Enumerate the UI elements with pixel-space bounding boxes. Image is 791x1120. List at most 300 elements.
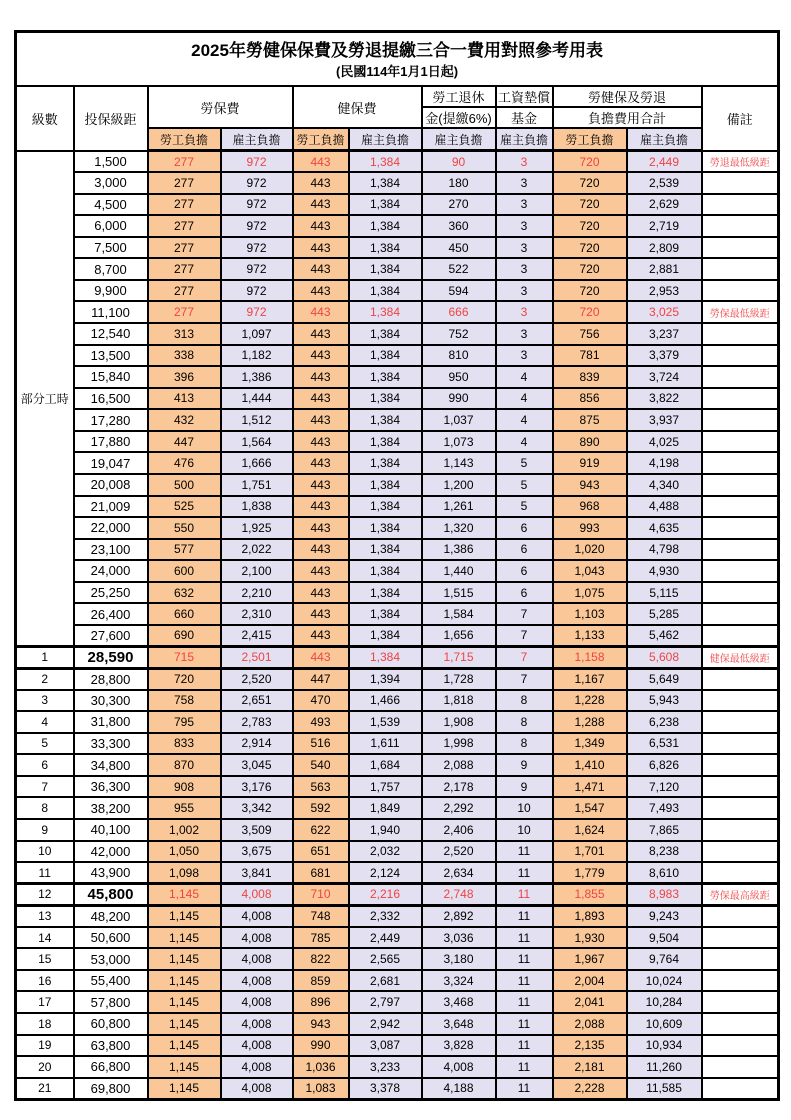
- remark-cell: [702, 496, 779, 518]
- level-cell: 18: [16, 1013, 74, 1035]
- value-cell: 1,145: [148, 970, 221, 992]
- value-cell: 1,098: [148, 862, 221, 884]
- value-cell: 500: [148, 474, 221, 496]
- value-cell: 1,384: [349, 409, 422, 431]
- level-cell: 13: [16, 905, 74, 927]
- value-cell: 943: [553, 474, 627, 496]
- remark-cell: 健保最低級距: [702, 646, 779, 668]
- value-cell: 1,320: [422, 517, 496, 539]
- value-cell: 720: [553, 280, 627, 302]
- subheader-total-employer: 雇主負擔: [627, 128, 702, 151]
- table-row: [16, 862, 779, 884]
- value-cell: 1,440: [422, 560, 496, 582]
- value-cell: 1,384: [349, 194, 422, 216]
- value-cell: 2,520: [422, 841, 496, 863]
- value-cell: 666: [422, 301, 496, 323]
- remark-cell: [702, 776, 779, 798]
- level-cell: 12: [16, 884, 74, 906]
- table-row: [16, 539, 779, 561]
- value-cell: 3,233: [349, 1056, 422, 1078]
- bracket-cell: 57,800: [74, 991, 148, 1013]
- value-cell: 1,715: [422, 646, 496, 668]
- col-header-labor-insurance: 勞保費: [148, 86, 293, 128]
- value-cell: 622: [293, 819, 349, 841]
- value-cell: 11: [496, 991, 553, 1013]
- value-cell: 2,501: [221, 646, 293, 668]
- remark-cell: [702, 991, 779, 1013]
- remark-cell: [702, 280, 779, 302]
- level-cell: 11: [16, 862, 74, 884]
- value-cell: 1,145: [148, 1035, 221, 1057]
- level-cell: 20: [16, 1056, 74, 1078]
- value-cell: 748: [293, 905, 349, 927]
- bracket-cell: 60,800: [74, 1013, 148, 1035]
- value-cell: 1,751: [221, 474, 293, 496]
- value-cell: 443: [293, 517, 349, 539]
- value-cell: 11: [496, 927, 553, 949]
- value-cell: 972: [221, 194, 293, 216]
- value-cell: 1,656: [422, 625, 496, 647]
- table-row: [16, 1035, 779, 1057]
- remark-cell: [702, 819, 779, 841]
- value-cell: 4,188: [422, 1078, 496, 1100]
- value-cell: 3,509: [221, 819, 293, 841]
- value-cell: 720: [553, 172, 627, 194]
- value-cell: 2,783: [221, 711, 293, 733]
- level-cell: 2: [16, 668, 74, 690]
- value-cell: 1,384: [349, 345, 422, 367]
- value-cell: 839: [553, 366, 627, 388]
- level-cell: 17: [16, 991, 74, 1013]
- subheader-health-employer: 雇主負擔: [349, 128, 422, 151]
- value-cell: 1,728: [422, 668, 496, 690]
- value-cell: 338: [148, 345, 221, 367]
- value-cell: 1,384: [349, 517, 422, 539]
- value-cell: 1,103: [553, 603, 627, 625]
- value-cell: 785: [293, 927, 349, 949]
- table-row: [16, 841, 779, 863]
- table-row: [16, 970, 779, 992]
- value-cell: 11: [496, 884, 553, 906]
- value-cell: 11: [496, 1035, 553, 1057]
- value-cell: 1,384: [349, 625, 422, 647]
- value-cell: 1,384: [349, 172, 422, 194]
- table-row: [16, 172, 779, 194]
- value-cell: 5: [496, 496, 553, 518]
- table-row: [16, 1078, 779, 1100]
- value-cell: 2,520: [221, 668, 293, 690]
- value-cell: 1,893: [553, 905, 627, 927]
- bracket-cell: 31,800: [74, 711, 148, 733]
- table-row: [16, 452, 779, 474]
- bracket-cell: 34,800: [74, 754, 148, 776]
- value-cell: 7: [496, 668, 553, 690]
- value-cell: 11,260: [627, 1056, 702, 1078]
- bracket-cell: 63,800: [74, 1035, 148, 1057]
- table-row: [16, 711, 779, 733]
- value-cell: 972: [221, 172, 293, 194]
- level-cell: 7: [16, 776, 74, 798]
- value-cell: 396: [148, 366, 221, 388]
- table-row: [16, 151, 779, 173]
- value-cell: 2,809: [627, 237, 702, 259]
- value-cell: 8: [496, 733, 553, 755]
- value-cell: 3,324: [422, 970, 496, 992]
- value-cell: 968: [553, 496, 627, 518]
- value-cell: 919: [553, 452, 627, 474]
- value-cell: 1,075: [553, 582, 627, 604]
- value-cell: 2,228: [553, 1078, 627, 1100]
- value-cell: 3,342: [221, 797, 293, 819]
- value-cell: 5,115: [627, 582, 702, 604]
- col-header-pension-line2: 金(提繳6%): [422, 107, 496, 128]
- value-cell: 875: [553, 409, 627, 431]
- col-header-health-insurance: 健保費: [293, 86, 422, 128]
- value-cell: 1,611: [349, 733, 422, 755]
- table-row: [16, 517, 779, 539]
- value-cell: 2,449: [349, 927, 422, 949]
- value-cell: 3: [496, 215, 553, 237]
- bracket-cell: 15,840: [74, 366, 148, 388]
- bracket-cell: 23,100: [74, 539, 148, 561]
- bracket-cell: 66,800: [74, 1056, 148, 1078]
- table-row: [16, 560, 779, 582]
- bracket-cell: 3,000: [74, 172, 148, 194]
- table-row: [16, 388, 779, 410]
- value-cell: 2,748: [422, 884, 496, 906]
- value-cell: 908: [148, 776, 221, 798]
- table-row: [16, 345, 779, 367]
- value-cell: 2,100: [221, 560, 293, 582]
- table-row: [16, 215, 779, 237]
- value-cell: 1,384: [349, 237, 422, 259]
- value-cell: 443: [293, 560, 349, 582]
- value-cell: 6: [496, 517, 553, 539]
- col-header-total-line1: 勞健保及勞退: [553, 86, 702, 107]
- value-cell: 1,050: [148, 841, 221, 863]
- table-row: [16, 797, 779, 819]
- value-cell: 3,828: [422, 1035, 496, 1057]
- bracket-cell: 50,600: [74, 927, 148, 949]
- value-cell: 4,008: [221, 1078, 293, 1100]
- bracket-cell: 8,700: [74, 258, 148, 280]
- value-cell: 1,624: [553, 819, 627, 841]
- value-cell: 4: [496, 366, 553, 388]
- value-cell: 1,384: [349, 323, 422, 345]
- value-cell: 681: [293, 862, 349, 884]
- bracket-cell: 38,200: [74, 797, 148, 819]
- remark-cell: [702, 970, 779, 992]
- value-cell: 1,384: [349, 388, 422, 410]
- bracket-cell: 7,500: [74, 237, 148, 259]
- value-cell: 896: [293, 991, 349, 1013]
- value-cell: 756: [553, 323, 627, 345]
- table-row: [16, 1056, 779, 1078]
- value-cell: 1,925: [221, 517, 293, 539]
- value-cell: 990: [293, 1035, 349, 1057]
- value-cell: 2,181: [553, 1056, 627, 1078]
- title-row: [16, 32, 779, 87]
- value-cell: 7,493: [627, 797, 702, 819]
- remark-cell: [702, 668, 779, 690]
- value-cell: 11: [496, 970, 553, 992]
- value-cell: 11: [496, 948, 553, 970]
- value-cell: 563: [293, 776, 349, 798]
- value-cell: 11: [496, 862, 553, 884]
- part-time-level-cell: 部分工時: [16, 151, 74, 647]
- value-cell: 1,584: [422, 603, 496, 625]
- value-cell: 1,020: [553, 539, 627, 561]
- value-cell: 3: [496, 280, 553, 302]
- value-cell: 450: [422, 237, 496, 259]
- value-cell: 1,444: [221, 388, 293, 410]
- value-cell: 5: [496, 474, 553, 496]
- value-cell: 3: [496, 345, 553, 367]
- value-cell: 3,045: [221, 754, 293, 776]
- title-cell: [16, 32, 779, 87]
- value-cell: 443: [293, 625, 349, 647]
- bracket-cell: 28,800: [74, 668, 148, 690]
- value-cell: 2,634: [422, 862, 496, 884]
- value-cell: 6,238: [627, 711, 702, 733]
- remark-cell: [702, 258, 779, 280]
- value-cell: 1,167: [553, 668, 627, 690]
- value-cell: 1,036: [293, 1056, 349, 1078]
- value-cell: 4,008: [221, 905, 293, 927]
- value-cell: 277: [148, 215, 221, 237]
- remark-cell: [702, 215, 779, 237]
- value-cell: 7: [496, 625, 553, 647]
- value-cell: 8,610: [627, 862, 702, 884]
- value-cell: 5,462: [627, 625, 702, 647]
- bracket-cell: 26,400: [74, 603, 148, 625]
- value-cell: 2,942: [349, 1013, 422, 1035]
- value-cell: 1,182: [221, 345, 293, 367]
- value-cell: 993: [553, 517, 627, 539]
- value-cell: 277: [148, 258, 221, 280]
- remark-cell: [702, 582, 779, 604]
- value-cell: 720: [148, 668, 221, 690]
- value-cell: 632: [148, 582, 221, 604]
- value-cell: 1,564: [221, 431, 293, 453]
- table-subtitle: (民國114年1月1日起): [336, 64, 459, 80]
- value-cell: 859: [293, 970, 349, 992]
- value-cell: 1,145: [148, 905, 221, 927]
- value-cell: 522: [422, 258, 496, 280]
- value-cell: 3,237: [627, 323, 702, 345]
- remark-cell: [702, 927, 779, 949]
- value-cell: 443: [293, 539, 349, 561]
- remark-cell: [702, 452, 779, 474]
- value-cell: 1,384: [349, 151, 422, 173]
- value-cell: 11: [496, 841, 553, 863]
- value-cell: 1,143: [422, 452, 496, 474]
- subheader-labor-employer: 雇主負擔: [221, 128, 293, 151]
- remark-cell: [702, 1056, 779, 1078]
- bracket-cell: 17,880: [74, 431, 148, 453]
- remark-cell: [702, 560, 779, 582]
- value-cell: 1,466: [349, 690, 422, 712]
- value-cell: 443: [293, 345, 349, 367]
- value-cell: 1,849: [349, 797, 422, 819]
- value-cell: 720: [553, 151, 627, 173]
- remark-cell: [702, 797, 779, 819]
- value-cell: 2,292: [422, 797, 496, 819]
- value-cell: 3,675: [221, 841, 293, 863]
- value-cell: 822: [293, 948, 349, 970]
- table-row: [16, 237, 779, 259]
- value-cell: 4: [496, 409, 553, 431]
- remark-cell: 勞保最低級距: [702, 301, 779, 323]
- value-cell: 972: [221, 280, 293, 302]
- table-row: [16, 431, 779, 453]
- value-cell: 3: [496, 301, 553, 323]
- table-row: [16, 754, 779, 776]
- value-cell: 1,043: [553, 560, 627, 582]
- value-cell: 2,415: [221, 625, 293, 647]
- value-cell: 10: [496, 797, 553, 819]
- remark-cell: [702, 603, 779, 625]
- value-cell: 950: [422, 366, 496, 388]
- col-header-wage-fund-line1: 工資墊償: [496, 86, 553, 107]
- value-cell: 11: [496, 1056, 553, 1078]
- value-cell: 313: [148, 323, 221, 345]
- value-cell: 9,504: [627, 927, 702, 949]
- remark-cell: [702, 237, 779, 259]
- value-cell: 856: [553, 388, 627, 410]
- subheader-health-employee: 勞工負擔: [293, 128, 349, 151]
- value-cell: 2,022: [221, 539, 293, 561]
- remark-cell: [702, 711, 779, 733]
- value-cell: 2,406: [422, 819, 496, 841]
- value-cell: 2,449: [627, 151, 702, 173]
- value-cell: 1,158: [553, 646, 627, 668]
- remark-cell: [702, 323, 779, 345]
- value-cell: 2,178: [422, 776, 496, 798]
- value-cell: 715: [148, 646, 221, 668]
- value-cell: 990: [422, 388, 496, 410]
- value-cell: 3,468: [422, 991, 496, 1013]
- table-row: [16, 625, 779, 647]
- remark-cell: [702, 517, 779, 539]
- level-cell: 4: [16, 711, 74, 733]
- value-cell: 2,032: [349, 841, 422, 863]
- value-cell: 833: [148, 733, 221, 755]
- value-cell: 3,378: [349, 1078, 422, 1100]
- value-cell: 443: [293, 388, 349, 410]
- bracket-cell: 6,000: [74, 215, 148, 237]
- value-cell: 443: [293, 194, 349, 216]
- level-cell: 16: [16, 970, 74, 992]
- value-cell: 710: [293, 884, 349, 906]
- value-cell: 1,908: [422, 711, 496, 733]
- bracket-cell: 25,250: [74, 582, 148, 604]
- table-row: [16, 496, 779, 518]
- value-cell: 443: [293, 646, 349, 668]
- value-cell: 90: [422, 151, 496, 173]
- value-cell: 6: [496, 560, 553, 582]
- value-cell: 4,008: [221, 991, 293, 1013]
- value-cell: 1,133: [553, 625, 627, 647]
- remark-cell: 勞保最高級距: [702, 884, 779, 906]
- table-row: [16, 603, 779, 625]
- value-cell: 1,384: [349, 474, 422, 496]
- value-cell: 10,024: [627, 970, 702, 992]
- value-cell: 11: [496, 905, 553, 927]
- subheader-wage-fund-employer: 雇主負擔: [496, 128, 553, 151]
- value-cell: 1,701: [553, 841, 627, 863]
- bracket-cell: 17,280: [74, 409, 148, 431]
- bracket-cell: 9,900: [74, 280, 148, 302]
- table-row: [16, 948, 779, 970]
- value-cell: 443: [293, 603, 349, 625]
- value-cell: 1,539: [349, 711, 422, 733]
- value-cell: 2,892: [422, 905, 496, 927]
- value-cell: 277: [148, 151, 221, 173]
- value-cell: 4,008: [221, 1013, 293, 1035]
- value-cell: 870: [148, 754, 221, 776]
- value-cell: 1,145: [148, 884, 221, 906]
- value-cell: 781: [553, 345, 627, 367]
- value-cell: 1,410: [553, 754, 627, 776]
- bracket-cell: 19,047: [74, 452, 148, 474]
- value-cell: 720: [553, 258, 627, 280]
- value-cell: 1,384: [349, 366, 422, 388]
- value-cell: 4,008: [221, 927, 293, 949]
- value-cell: 972: [221, 215, 293, 237]
- remark-cell: [702, 194, 779, 216]
- table-row: [16, 905, 779, 927]
- value-cell: 277: [148, 301, 221, 323]
- value-cell: 432: [148, 409, 221, 431]
- bracket-cell: 42,000: [74, 841, 148, 863]
- remark-cell: [702, 474, 779, 496]
- value-cell: 443: [293, 151, 349, 173]
- value-cell: 550: [148, 517, 221, 539]
- value-cell: 1,384: [349, 280, 422, 302]
- value-cell: 1,384: [349, 301, 422, 323]
- value-cell: 9,243: [627, 905, 702, 927]
- col-header-bracket: 投保級距: [74, 86, 148, 151]
- table-row: [16, 366, 779, 388]
- value-cell: 1,228: [553, 690, 627, 712]
- value-cell: 3,822: [627, 388, 702, 410]
- value-cell: 10: [496, 819, 553, 841]
- value-cell: 1,386: [422, 539, 496, 561]
- value-cell: 9: [496, 776, 553, 798]
- remark-cell: [702, 366, 779, 388]
- remark-cell: [702, 625, 779, 647]
- value-cell: 360: [422, 215, 496, 237]
- value-cell: 1,666: [221, 452, 293, 474]
- value-cell: 1,037: [422, 409, 496, 431]
- value-cell: 752: [422, 323, 496, 345]
- value-cell: 972: [221, 301, 293, 323]
- value-cell: 3,180: [422, 948, 496, 970]
- col-header-pension-line1: 勞工退休: [422, 86, 496, 107]
- value-cell: 1,512: [221, 409, 293, 431]
- value-cell: 6,531: [627, 733, 702, 755]
- value-cell: 447: [148, 431, 221, 453]
- bracket-cell: 12,540: [74, 323, 148, 345]
- value-cell: 4,025: [627, 431, 702, 453]
- value-cell: 8,983: [627, 884, 702, 906]
- table-title: 2025年勞健保保費及勞退提繳三合一費用對照參考用表: [191, 41, 603, 61]
- value-cell: 3,087: [349, 1035, 422, 1057]
- subheader-pension-employer: 雇主負擔: [422, 128, 496, 151]
- remark-cell: [702, 948, 779, 970]
- value-cell: 4,008: [221, 1035, 293, 1057]
